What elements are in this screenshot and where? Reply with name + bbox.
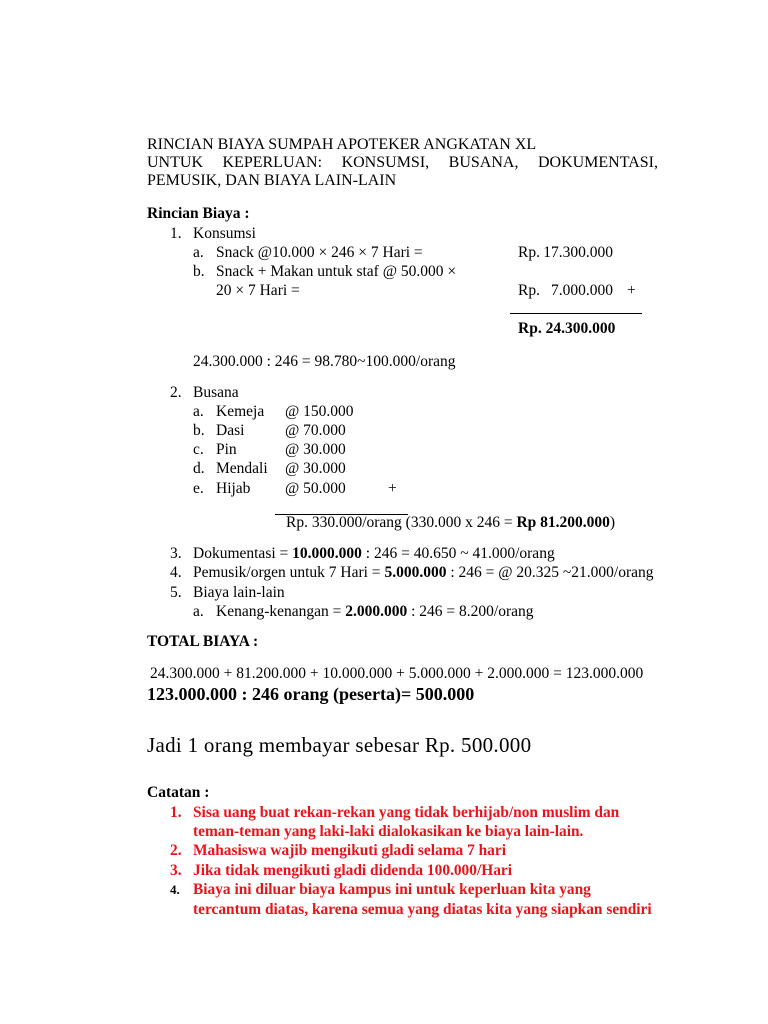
konsumsi-item-amount — [518, 243, 613, 262]
busana-subtotal-prefix: Rp. 330.000/orang (330.000 x 246 = — [286, 514, 517, 531]
total-heading: TOTAL BIAYA : — [147, 633, 259, 650]
busana-subtotal-suffix: ) — [609, 514, 616, 531]
dokumentasi-amount: 10.000.000 — [292, 545, 362, 562]
pemusik-suffix: : 246 = @ 20.325 ~21.000/orang — [446, 564, 654, 581]
busana-item-letter: c. — [193, 441, 204, 458]
busana-item-letter: b. — [193, 422, 205, 439]
lain-lain-item-letter: a. — [193, 603, 204, 620]
catatan-heading: Catatan : — [147, 784, 210, 801]
note-number: 1. — [170, 804, 182, 821]
pemusik-prefix: Pemusik/orgen untuk 7 Hari = — [193, 564, 385, 581]
busana-item-letter: e. — [193, 480, 204, 497]
lain-lain-number: 5. — [170, 584, 182, 601]
busana-label: Busana — [193, 384, 239, 401]
note-text: teman-teman yang laki-laki dialokasikan ke biaya lain-lain. — [193, 823, 584, 840]
konsumsi-item-letter: a. — [193, 244, 204, 261]
pemusik-amount: 5.000.000 — [384, 564, 447, 581]
konsumsi-item-letter: b. — [193, 263, 205, 280]
note-text: tercantum diatas, karena semua yang diatas kita yang siapkan sendiri — [193, 901, 652, 918]
konsumsi-label: Konsumsi — [193, 225, 256, 242]
busana-item-price: @ 70.000 — [285, 422, 346, 439]
lain-lain-label: Biaya lain-lain — [193, 584, 285, 601]
total-sum: 24.300.000 + 81.200.000 + 10.000.000 + 5.000.000 + 2.000.000 = 123.000.000 — [150, 665, 644, 682]
currency-label: Rp. — [518, 282, 540, 299]
busana-item-price: @ 30.000 — [285, 441, 346, 458]
konsumsi-per-person: 24.300.000 : 246 = 98.780~100.000/orang — [193, 353, 456, 370]
plus-operator: + — [388, 480, 397, 497]
note-text: Mahasiswa wajib mengikuti gladi selama 7 hari — [193, 842, 506, 859]
note-number: 2. — [170, 842, 182, 859]
busana-item-price: @ 150.000 — [285, 403, 354, 420]
busana-item-name: Mendali — [216, 460, 268, 477]
total-per-person: 123.000.000 : 246 orang (peserta)= 500.000 — [147, 684, 475, 704]
lain-lain-item-suffix: : 246 = 8.200/orang — [407, 603, 534, 620]
dokumentasi-line — [193, 544, 555, 563]
dokumentasi-suffix: : 246 = 40.650 ~ 41.000/orang — [361, 545, 555, 562]
busana-number: 2. — [170, 384, 182, 401]
busana-subtotal-amount: Rp 81.200.000 — [516, 514, 610, 531]
konsumsi-item-amount — [518, 281, 613, 300]
title-line-1: RINCIAN BIAYA SUMPAH APOTEKER ANGKATAN XL — [147, 136, 537, 153]
dokumentasi-prefix: Dokumentasi = — [193, 545, 293, 562]
busana-item-name: Hijab — [216, 480, 251, 497]
plus-operator: + — [627, 282, 636, 299]
busana-subtotal — [286, 513, 615, 532]
busana-item-name: Kemeja — [216, 403, 265, 420]
note-number: 3. — [170, 862, 182, 879]
busana-item-letter: d. — [193, 460, 205, 477]
title-line-2: UNTUK KEPERLUAN: KONSUMSI, BUSANA, DOKUMENTASI, — [147, 154, 658, 171]
currency-label: Rp. — [518, 244, 540, 261]
konsumsi-subtotal: Rp. 24.300.000 — [518, 320, 616, 337]
pemusik-line — [193, 563, 654, 582]
amount-value: 7.000.000 — [551, 282, 613, 299]
sum-rule-line — [510, 313, 642, 314]
konsumsi-number: 1. — [170, 225, 182, 242]
note-text: Jika tidak mengikuti gladi didenda 100.000/Hari — [193, 862, 512, 879]
busana-item-price: @ 50.000 — [285, 480, 346, 497]
title-line-3: PEMUSIK, DAN BIAYA LAIN-LAIN — [147, 172, 397, 189]
busana-item-name: Pin — [216, 441, 237, 458]
note-text: Sisa uang buat rekan-rekan yang tidak berhijab/non muslim dan — [193, 804, 620, 821]
rincian-heading: Rincian Biaya : — [147, 205, 250, 222]
dokumentasi-number: 3. — [170, 545, 182, 562]
note-number: 4. — [170, 882, 180, 897]
busana-item-name: Dasi — [216, 422, 245, 439]
note-text: Biaya ini diluar biaya kampus ini untuk keperluan kita yang — [193, 881, 591, 898]
pemusik-number: 4. — [170, 564, 182, 581]
total-conclusion: Jadi 1 orang membayar sebesar Rp. 500.000 — [147, 733, 532, 757]
amount-value: 17.300.000 — [543, 244, 613, 261]
lain-lain-item-amount: 2.000.000 — [345, 603, 408, 620]
busana-item-price: @ 30.000 — [285, 460, 346, 477]
busana-item-letter: a. — [193, 403, 204, 420]
konsumsi-item-text-continued: 20 × 7 Hari = — [216, 282, 300, 299]
lain-lain-item-prefix: Kenang-kenangan = — [216, 603, 346, 620]
konsumsi-item-text: Snack + Makan untuk staf @ 50.000 × — [216, 263, 457, 280]
lain-lain-item-line — [216, 602, 534, 621]
konsumsi-item-text: Snack @10.000 × 246 × 7 Hari = — [216, 244, 423, 261]
